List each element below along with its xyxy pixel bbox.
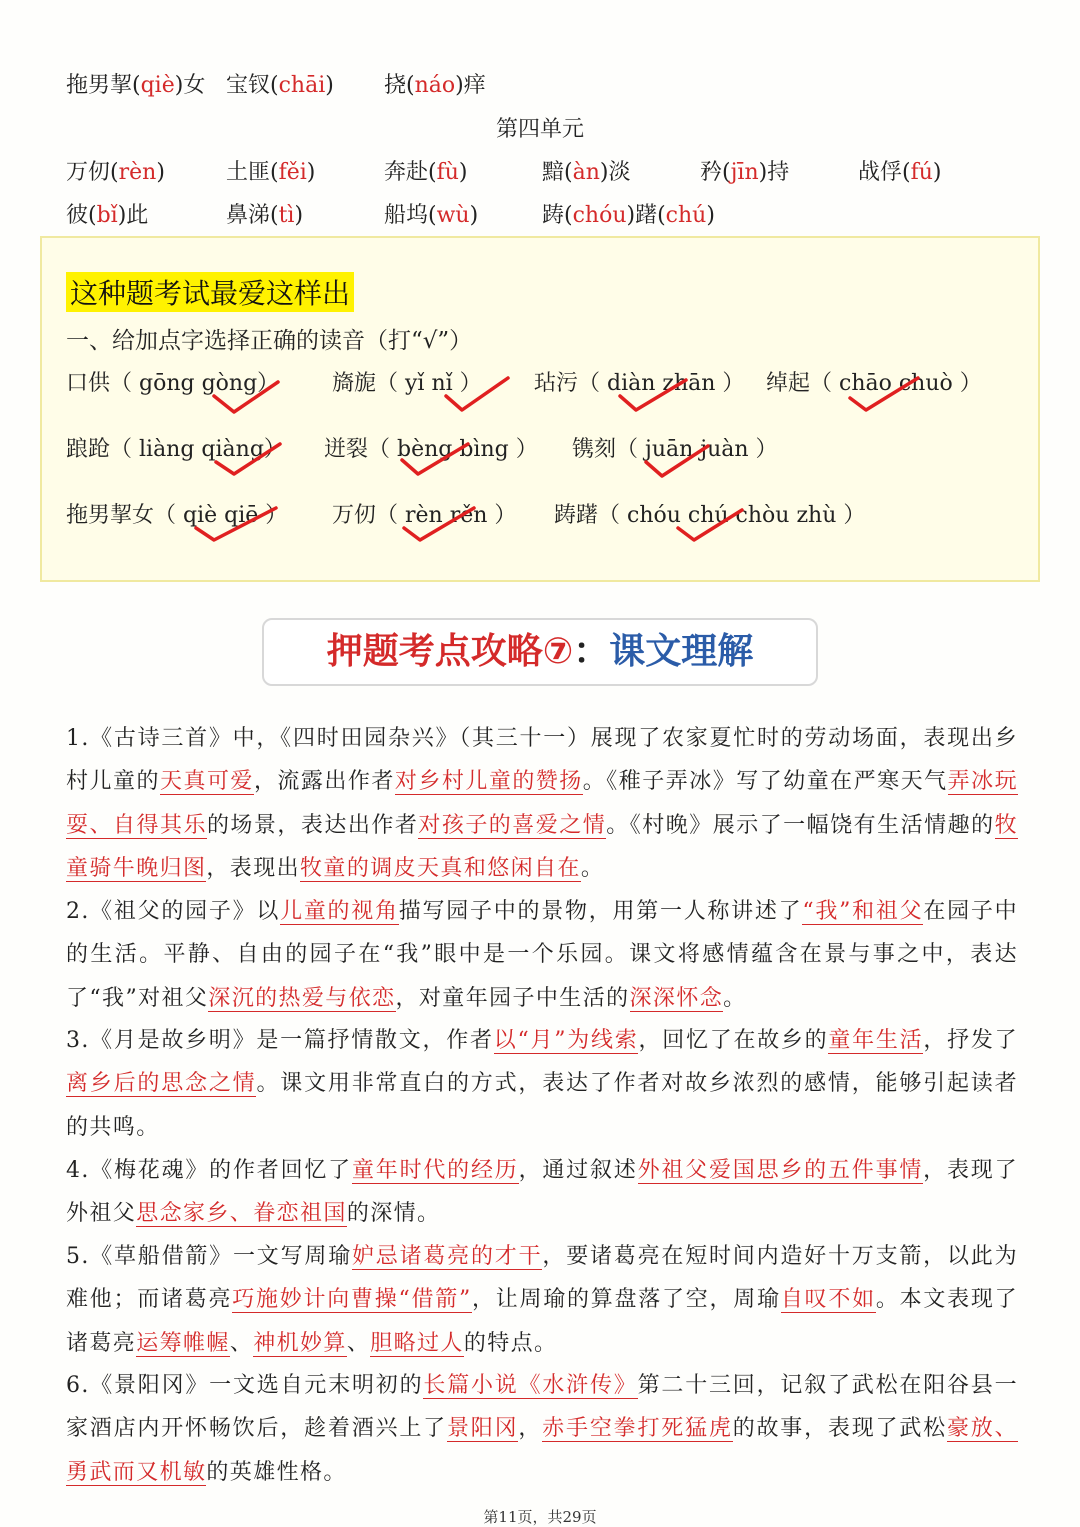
check-mark-icon (678, 510, 742, 540)
paragraph-6 (66, 1364, 1018, 1494)
quiz-item: 迸裂（ bèng bìng ） (324, 437, 538, 462)
checkmarks-layer (42, 238, 1038, 580)
paragraph-text: 3.《月是故乡明》是一篇抒情散文，作者 (66, 1028, 494, 1053)
vocab-item: 宝钗(chāi) (226, 73, 334, 98)
key-phrase: 弄冰玩耍、自得其乐 (66, 769, 1019, 838)
paragraph-text: 。课文用非常直白的方式，表达了作者对故乡浓烈的感情，能够引起读者的共鸣。 (66, 1071, 1018, 1140)
banner-colon: ： (573, 631, 610, 672)
key-phrase: 深沉的热爱与依恋 (208, 985, 396, 1011)
key-phrase: 长篇小说《水浒传》 (423, 1373, 638, 1398)
vocab-item: 拖男挈(qiè)女 (66, 73, 206, 98)
key-phrase: 童年生活 (828, 1028, 924, 1053)
key-phrase: 童年时代的经历 (351, 1158, 519, 1183)
paragraph-3 (66, 1019, 1018, 1149)
paragraph-text: 6.《景阳冈》一文选自元末明初的 (66, 1373, 424, 1398)
vocab-item: 鼻涕(tì) (226, 203, 304, 228)
check-mark-icon (404, 508, 474, 540)
paragraph-text: ，表现出 (206, 855, 301, 881)
paragraph-text: ，流露出作者 (253, 769, 395, 795)
check-mark-icon (214, 382, 278, 412)
paragraph-text: 、 (229, 1330, 254, 1356)
key-phrase: 牧童骑牛晚归图 (66, 812, 1018, 881)
quiz-item: 拖男挈女（ qiè qiē ） (66, 503, 288, 528)
quiz-item: 踌躇（ chóu chú chòu zhù ） (554, 503, 866, 528)
vocab-item: 挠(náo)痒 (384, 73, 486, 98)
paragraph-text: 。 (723, 985, 747, 1011)
paragraph-1 (66, 717, 1018, 890)
section-banner (262, 618, 818, 686)
key-phrase: 思念家乡、眷恋祖国 (136, 1201, 347, 1227)
paragraph-text: 。本文表现了诸葛亮 (66, 1287, 1018, 1356)
key-phrase: 外祖父爱国思乡的五件事情 (637, 1158, 924, 1183)
vocab-item: 土匪(fěi) (226, 160, 316, 185)
key-phrase: 巧施妙计向曹操“借箭” (232, 1287, 472, 1313)
key-phrase: 豪放、勇武而又机敏 (66, 1416, 1019, 1485)
quiz-item: 绰起（ chāo chuò ） (766, 371, 982, 396)
check-mark-icon (646, 446, 708, 476)
paragraph-text: ，对童年园子中生活的 (395, 985, 630, 1011)
key-phrase: 对乡村儿童的赞扬 (394, 769, 583, 795)
paragraph-text: 的英雄性格。 (206, 1459, 347, 1485)
paragraph-text: 的场景，表达出作者 (206, 812, 419, 838)
key-phrase: 牧童的调皮天真和悠闲自在 (300, 855, 581, 881)
paragraph-text: 。 (580, 855, 605, 881)
key-phrase: 天真可爱 (159, 769, 254, 795)
paragraph-text: 5.《草船借箭》一文写周瑜 (66, 1244, 352, 1269)
paragraph-text: 的故事，表现了武松 (732, 1416, 947, 1442)
key-phrase: 妒忌诸葛亮的才干 (351, 1244, 543, 1269)
vocab-item: 万仞(rèn) (66, 160, 165, 185)
paragraph-text: 2.《祖父的园子》以 (66, 899, 281, 924)
key-phrase: 深深怀念 (629, 985, 724, 1011)
paragraph-text: 。《稚子弄冰》写了幼童在严寒天气 (582, 769, 948, 795)
question-title: 一、给加点字选择正确的读音（打“√”） (66, 328, 473, 354)
quiz-item: 旖旎（ yǐ nǐ ） (332, 371, 482, 396)
vocab-item: 彼(bǐ)此 (66, 203, 149, 228)
exam-practice-box (40, 236, 1040, 582)
quiz-item: 万仞（ rèn rěn ） (332, 503, 517, 528)
paragraph-text: 第二十三回，记叙了武松在阳谷县一家酒店内开怀畅饮后，趁着酒兴上了 (66, 1373, 1018, 1442)
paragraph-text: 、 (346, 1330, 371, 1356)
key-phrase: 儿童的视角 (280, 899, 399, 924)
check-mark-icon (216, 444, 280, 474)
check-mark-icon (402, 444, 468, 474)
quiz-item: 口供（ gōng gòng） (66, 371, 280, 396)
key-phrase: 离乡后的思念之情 (66, 1071, 257, 1097)
banner-subtitle: 课文理解 (609, 631, 754, 672)
paragraph-5 (66, 1235, 1018, 1365)
banner-title: 押题考点攻略 (326, 631, 543, 672)
key-phrase: 自叹不如 (780, 1287, 876, 1313)
paragraph-text: 描写园子中的景物，用第一人称讲述了 (398, 899, 803, 924)
unit-title: 第四单元 (495, 117, 584, 142)
paragraph-4 (66, 1149, 1018, 1236)
check-mark-icon (620, 380, 686, 410)
paragraph-text: 在园子中的生活。平静、自由的园子在“我”眼中是一个乐园。课文将感情蕴含在景与事之中，表达了“我”对祖父 (66, 899, 1018, 1011)
vocab-item: 船坞(wù) (384, 203, 479, 228)
paragraph-text: ，抒发了 (923, 1028, 1019, 1053)
paragraph-text: 1.《古诗三首》中，《四时田园杂兴》（其三十一）展现了农家夏忙时的劳动场面，表现出乡村儿童的 (66, 726, 1018, 795)
key-phrase: 对孩子的喜爱之情 (418, 812, 607, 838)
paragraph-text: ，回忆了在故乡的 (638, 1028, 829, 1053)
paragraph-2 (66, 890, 1018, 1020)
paragraph-text: 4.《梅花魂》的作者回忆了 (66, 1158, 352, 1183)
paragraph-text: ，要诸葛亮在短时间内造好十万支箭，以此为难他；而诸葛亮 (66, 1244, 1018, 1313)
key-phrase: “我”和祖父 (802, 899, 924, 924)
key-phrase: 景阳冈 (446, 1416, 519, 1442)
vocab-item: 战俘(fú) (858, 160, 942, 185)
key-phrase: 以“月”为线索 (493, 1028, 639, 1053)
vocab-item: 奔赴(fù) (384, 160, 468, 185)
paragraph-text: ，表现了外祖父 (66, 1158, 1018, 1227)
paragraph-text: 的深情。 (346, 1201, 441, 1227)
highlight-heading: 这种题考试最爱这样出 (66, 272, 354, 312)
key-phrase: 赤手空拳打死猛虎 (542, 1416, 733, 1442)
vocab-item: 黯(àn)淡 (542, 160, 631, 185)
vocab-item: 踌(chóu)躇(chú) (542, 203, 715, 228)
quiz-item: 镌刻（ juān juàn ） (572, 437, 778, 462)
check-mark-icon (446, 378, 508, 410)
key-phrase: 神机妙算 (253, 1330, 347, 1356)
paragraph-text: 的特点。 (463, 1330, 558, 1356)
paragraph-text: 。《村晚》展示了一幅饶有生活情趣的 (606, 812, 995, 838)
banner-number: ⑦ (542, 631, 574, 672)
quiz-item: 玷污（ diàn zhān ） (534, 371, 745, 396)
check-mark-icon (196, 508, 276, 540)
paragraph-text: ， (518, 1416, 543, 1442)
key-phrase: 运筹帷幄 (136, 1330, 230, 1356)
page-footer: 第11页，共29页 (483, 1508, 597, 1526)
vocab-item: 矜(jīn)持 (700, 160, 790, 185)
check-mark-icon (850, 378, 918, 410)
paragraph-text: ，让周瑜的算盘落了空，周瑜 (471, 1287, 781, 1313)
quiz-item: 踉跄（ liàng qiàng） (66, 437, 286, 462)
key-phrase: 胆略过人 (370, 1330, 464, 1356)
paragraph-text: ，通过叙述 (518, 1158, 638, 1183)
